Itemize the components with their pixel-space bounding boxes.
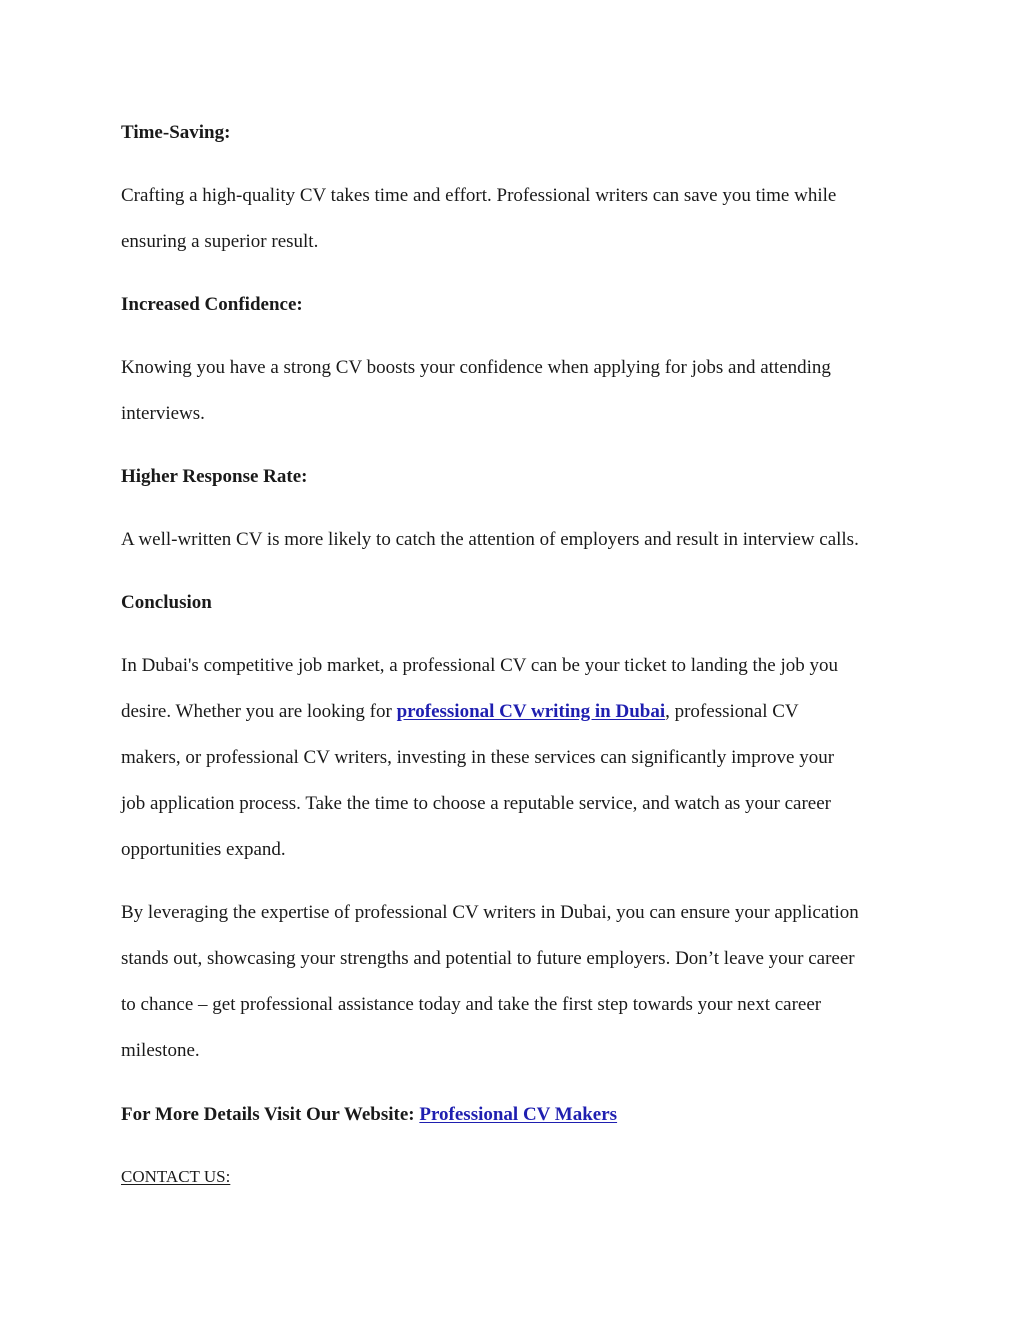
paragraph-line: to chance – get professional assistance today and take the first step towards your next career: [121, 994, 822, 1015]
paragraph-line: Crafting a high-quality CV takes time and effort. Professional writers can save you time while: [121, 185, 837, 206]
paragraph-line: makers, or professional CV writers, investing in these services can significantly improve your: [121, 747, 835, 768]
more-details-label: For More Details Visit Our Website:: [121, 1104, 420, 1125]
paragraph-line: opportunities expand.: [121, 839, 286, 860]
section-heading-time-saving: Time-Saving:: [121, 122, 231, 143]
paragraph-line: Knowing you have a strong CV boosts your confidence when applying for jobs and attending: [121, 357, 831, 378]
paragraph-line: By leveraging the expertise of professional CV writers in Dubai, you can ensure your application: [121, 902, 859, 923]
paragraph-line: job application process. Take the time to choose a reputable service, and watch as your career: [121, 793, 832, 814]
paragraph-text: , professional CV: [665, 701, 799, 722]
paragraph-line: ensuring a superior result.: [121, 231, 319, 252]
paragraph-line: In Dubai's competitive job market, a professional CV can be your ticket to landing the job you: [121, 655, 838, 676]
cv-writing-dubai-link[interactable]: professional CV writing in Dubai: [396, 701, 666, 722]
paragraph-line: stands out, showcasing your strengths and potential to future employers. Don’t leave your career: [121, 948, 855, 969]
paragraph-line: A well-written CV is more likely to catch the attention of employers and result in interview calls.: [121, 529, 859, 550]
section-heading-confidence: Increased Confidence:: [121, 294, 303, 315]
paragraph-line: interviews.: [121, 403, 205, 424]
paragraph-line-with-link: [121, 700, 799, 724]
section-heading-conclusion: Conclusion: [121, 592, 212, 613]
paragraph-line: milestone.: [121, 1040, 200, 1061]
section-heading-response-rate: Higher Response Rate:: [121, 466, 308, 487]
paragraph-text: desire. Whether you are looking for: [121, 701, 397, 722]
contact-us-label: CONTACT US:: [121, 1167, 231, 1186]
more-details-line: [121, 1103, 617, 1127]
professional-cv-makers-link[interactable]: Professional CV Makers: [419, 1104, 618, 1125]
